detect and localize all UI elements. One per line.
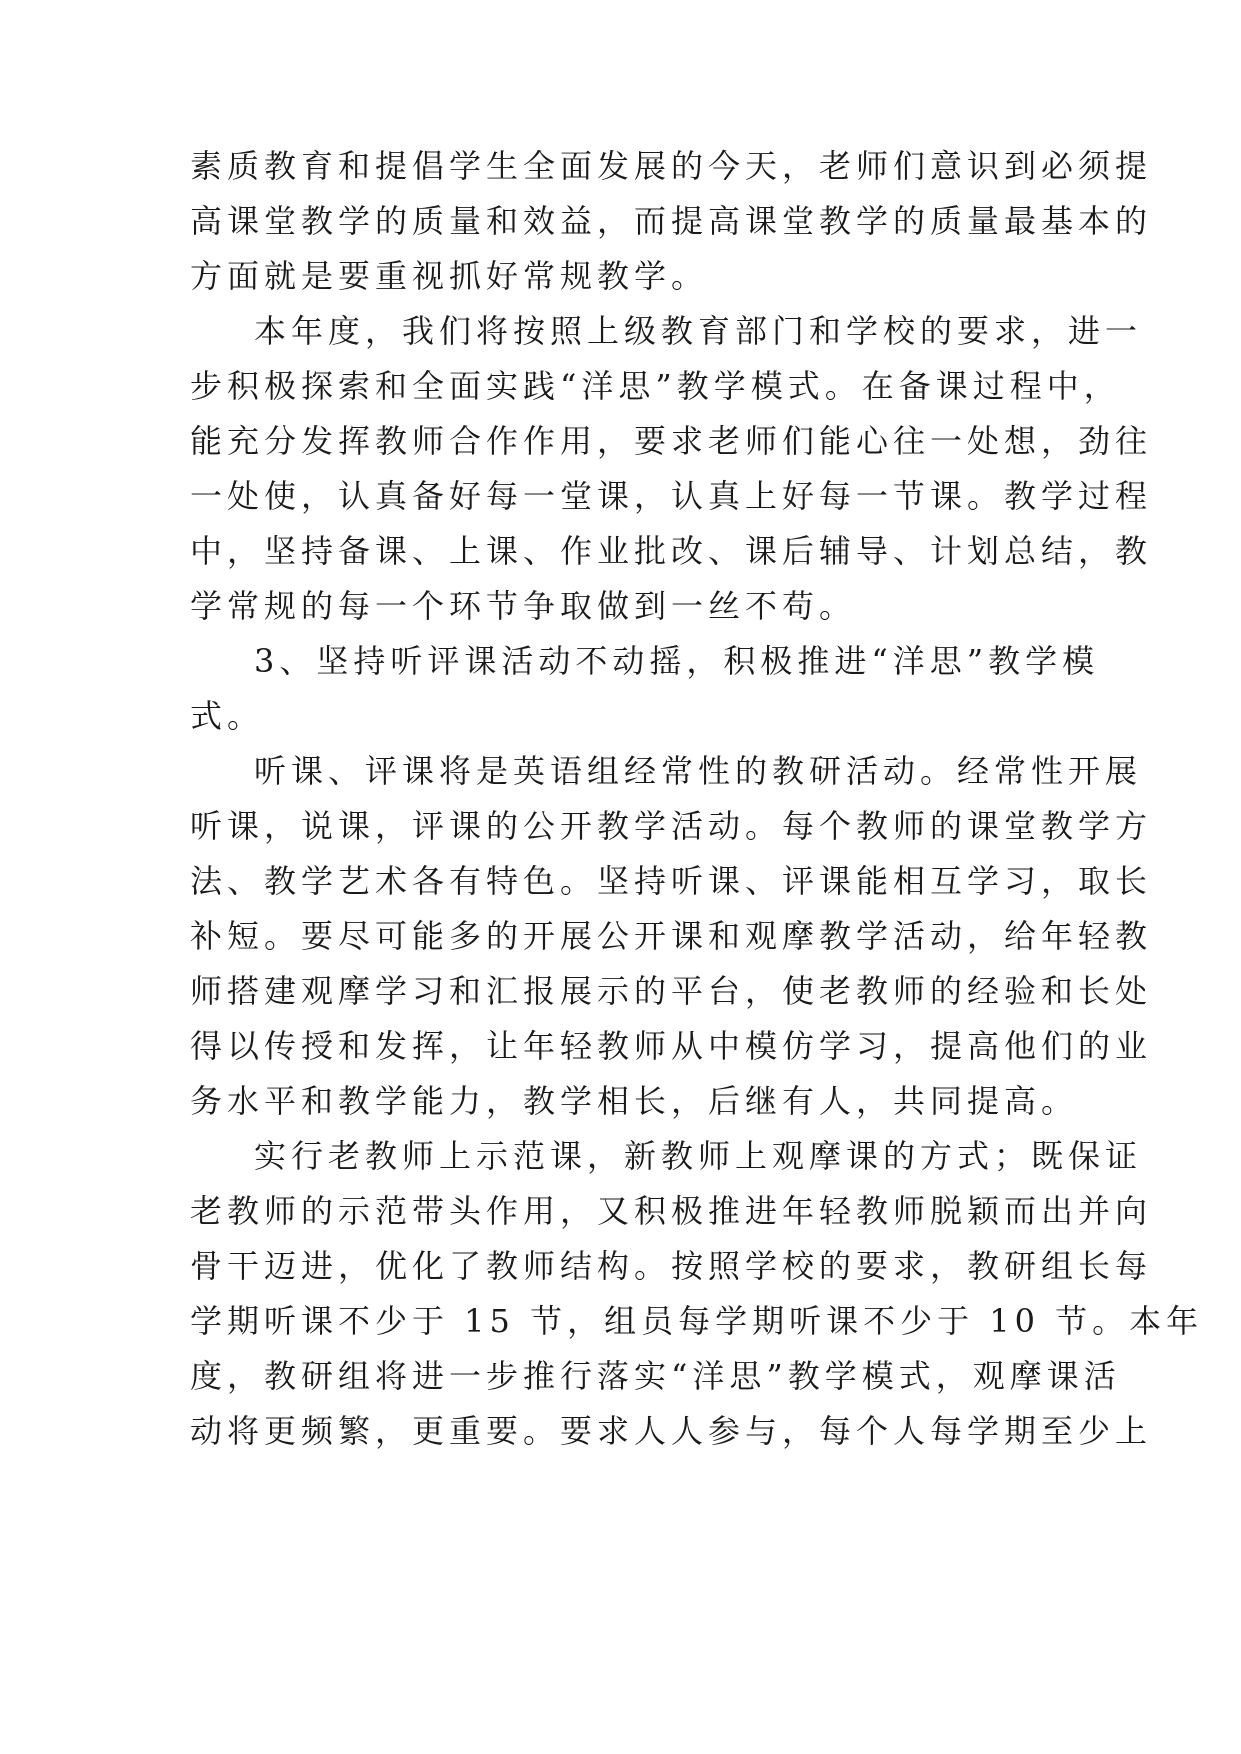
text-line: 能充分发挥教师合作作用，要求老师们能心往一处想，劲往 — [190, 422, 1153, 460]
text-line: 步积极探索和全面实践“洋思”教学模式。在备课过程中， — [190, 367, 1121, 405]
paragraph-start-line: 实行老教师上示范课，新教师上观摩课的方式；既保证 — [254, 1137, 1143, 1175]
text-line: 师搭建观摩学习和汇报展示的平台，使老教师的经验和长处 — [190, 972, 1153, 1010]
text-line: 学常规的每一个环节争取做到一丝不苟。 — [190, 587, 857, 625]
text-line: 方面就是要重视抓好常规教学。 — [190, 257, 709, 295]
section-heading-line: 3、坚持听评课活动不动摇，积极推进“洋思”教学模 — [254, 642, 1100, 680]
text-line: 度，教研组将进一步推行落实“洋思”教学模式，观摩课活 — [190, 1357, 1121, 1395]
text-line: 务水平和教学能力，教学相长，后继有人，共同提高。 — [190, 1082, 1079, 1120]
text-line: 素质教育和提倡学生全面发展的今天，老师们意识到必须提 — [190, 147, 1153, 185]
text-line: 听课，说课，评课的公开教学活动。每个教师的课堂教学方 — [190, 807, 1153, 845]
text-line: 法、教学艺术各有特色。坚持听课、评课能相互学习，取长 — [190, 862, 1153, 900]
text-line: 得以传授和发挥，让年轻教师从中模仿学习，提高他们的业 — [190, 1027, 1153, 1065]
paragraph-start-line: 本年度，我们将按照上级教育部门和学校的要求，进一 — [254, 312, 1143, 350]
text-line: 学期听课不少于 15 节，组员每学期听课不少于 10 节。本年 — [190, 1302, 1204, 1340]
text-line: 高课堂教学的质量和效益，而提高课堂教学的质量最基本的 — [190, 202, 1153, 240]
text-line: 中，坚持备课、上课、作业批改、课后辅导、计划总结，教 — [190, 532, 1153, 570]
section-heading-line: 式。 — [190, 697, 265, 735]
text-line: 一处使，认真备好每一堂课，认真上好每一节课。教学过程 — [190, 477, 1153, 515]
text-line: 补短。要尽可能多的开展公开课和观摩教学活动，给年轻教 — [190, 917, 1153, 955]
text-line: 动将更频繁，更重要。要求人人参与，每个人每学期至少上 — [190, 1412, 1153, 1450]
text-line: 骨干迈进，优化了教师结构。按照学校的要求，教研组长每 — [190, 1247, 1153, 1285]
text-line: 老教师的示范带头作用，又积极推进年轻教师脱颖而出并向 — [190, 1192, 1153, 1230]
paragraph-start-line: 听课、评课将是英语组经常性的教研活动。经常性开展 — [254, 752, 1143, 790]
